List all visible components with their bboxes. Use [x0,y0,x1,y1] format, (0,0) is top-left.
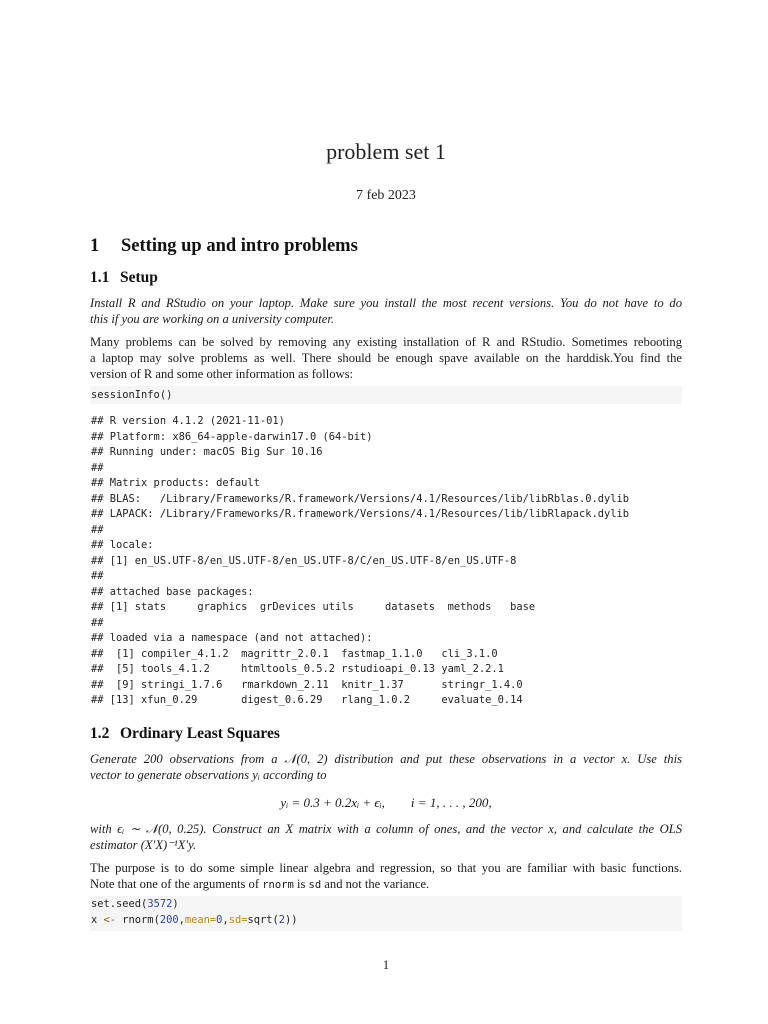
setup-body [90,334,682,382]
output-line: ## [13] xfun_0.29 digest_0.6.29 rlang_1.0.2 evaluate_0.14 [91,694,523,706]
code-block-ols [90,896,682,931]
section-number: 1.1 [90,269,110,286]
section-number: 1 [90,236,100,256]
code-token: set.seed( [91,898,148,910]
text-line: vector to generate observations yᵢ according to [90,768,327,782]
document-title: problem set 1 [326,139,446,164]
text-fragment: and not the variance. [321,877,430,891]
output-line: ## Running under: macOS Big Sur 10.16 [91,446,323,458]
output-line: ## loaded via a namespace (and not attached): [91,632,373,644]
inline-code-sd: sd [308,879,322,891]
output-line: ## locale: [91,539,154,551]
output-line: ## [1] stats graphics grDevices utils datasets methods base [91,601,536,613]
output-line: ## [1] en_US.UTF-8/en_US.UTF-8/en_US.UTF-8/C/en_US.UTF-8/en_US.UTF-8 [91,554,517,567]
output-line: ## [9] stringi_1.7.6 rmarkdown_2.11 knitr_1.37 stringr_1.4.0 [91,678,523,691]
code-argument: sd= [228,913,248,926]
code-line [91,897,682,913]
ols-instruction [90,751,682,783]
ols-instruction-continued [90,821,682,853]
inline-code-rnorm: rnorm [262,879,294,891]
text-line: The purpose is to do some simple linear algebra and regression, so that you are familiar with basic functions. [90,861,682,875]
code-number: 3572 [147,898,173,910]
output-line: ## [5] tools_4.1.2 htmltools_0.5.2 rstudioapi_0.13 yaml_2.2.1 [91,663,504,675]
page-number: 1 [382,958,390,972]
text-fragment: is [293,877,309,891]
code-line: sessionInfo() [91,389,173,401]
output-line: ## [91,461,104,474]
output-line: ## Platform: x86_64-apple-darwin17.0 (64-bit) [91,430,373,443]
output-line: ## R version 4.1.2 (2021-11-01) [91,415,285,427]
output-line: ## LAPACK: /Library/Frameworks/R.framework/Versions/4.1/Resources/lib/libRlapack.dylib [91,508,629,520]
code-token: , [222,913,229,926]
code-number: 2 [278,913,286,926]
code-token: x [91,913,104,926]
section-number: 1.2 [90,725,110,742]
section-title: Setup [120,269,158,286]
text-line: Many problems can be solved by removing any existing installation of R and RStudio. Sometimes rebooting [90,335,682,349]
code-token: ) [172,898,179,910]
code-block-sessioninfo [90,386,682,404]
section-title: Setting up and intro problems [121,236,358,256]
section-1-1-heading [90,269,158,287]
document-date: 7 feb 2023 [356,188,416,203]
setup-instruction [90,295,682,327]
text-line: Generate 200 observations from a 𝒩(0, 2) distribution and put these observations in a vector x. Use this [90,752,682,766]
text-fragment: Note that one of the arguments of [90,877,263,891]
code-number: 200 [159,913,179,926]
ols-body [90,860,682,893]
section-title: Ordinary Least Squares [120,725,280,742]
code-number: 0 [216,913,223,926]
section-1-heading [90,236,358,257]
output-line: ## attached base packages: [91,585,254,598]
ols-equation: yᵢ = 0.3 + 0.2xᵢ + ϵᵢ, i = 1, . . . , 200, [280,795,492,810]
code-line [91,913,682,929]
text-line: with ϵᵢ ∼ 𝒩(0, 0.25). Construct an X matrix with a column of ones, and the vector x, and calculate the OLS [90,822,682,836]
output-line: ## [91,570,104,582]
text-line [90,876,682,893]
code-token: , [178,913,185,926]
code-token: rnorm( [116,913,160,926]
session-info-output [91,414,683,709]
text-line: Install R and RStudio on your laptop. Make sure you install the most recent versions. You do not have to do [90,296,682,310]
output-line: ## [91,523,104,536]
text-line: version of R and some other information as follows: [90,367,354,381]
code-argument: mean= [184,913,217,926]
output-line: ## [91,616,104,629]
output-line: ## BLAS: /Library/Frameworks/R.framework/Versions/4.1/Resources/lib/libRblas.0.dylib [91,492,629,505]
text-line: estimator (X′X)⁻¹X′y. [90,838,197,852]
code-token: sqrt( [247,913,279,926]
text-line: a laptop may solve problems as well. There should be enough spave available on the harddisk.You find the [90,351,682,365]
section-1-2-heading [90,725,280,743]
code-operator: <- [103,913,117,926]
output-line: ## Matrix products: default [91,477,260,489]
code-token: )) [285,913,298,926]
text-line: this if you are working on a university computer. [90,312,335,326]
output-line: ## [1] compiler_4.1.2 magrittr_2.0.1 fastmap_1.1.0 cli_3.1.0 [91,647,498,660]
